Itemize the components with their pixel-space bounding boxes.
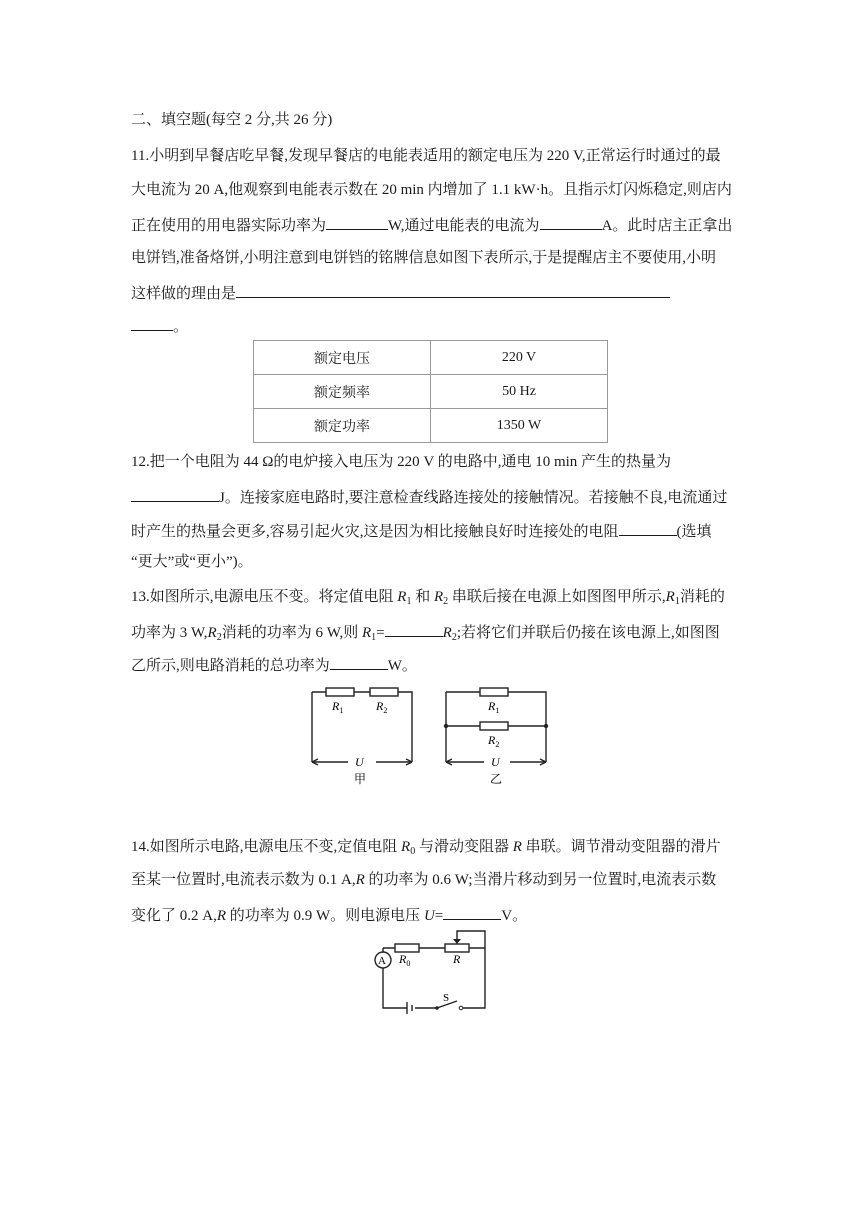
q12-line-2: J。连接家庭电路时,要注意检查线路连接处的接触情况。若接触不良,电流通过: [131, 486, 727, 508]
answer-blank[interactable]: [131, 486, 219, 502]
q14-line-2: 至某一位置时,电流表示数为 0.1 A,R 的功率为 0.6 W;当滑片移动到另一位置时,电流表示数: [131, 872, 717, 888]
q12-line-3: 时产生的热量会更多,容易引起火灾,这是因为相比接触良好时连接处的电阻 (选填: [131, 520, 712, 542]
table-row: [254, 341, 608, 375]
table-cell: 额定电压: [254, 341, 431, 375]
q12-line-4: “更大”或“更小”)。: [131, 554, 253, 570]
table-row: [254, 375, 608, 409]
table-cell: 额定功率: [254, 409, 431, 443]
q11-line-1: 11.小明到早餐店吃早餐,发现早餐店的电能表适用的额定电压为 220 V,正常运行时通过的最: [131, 148, 721, 164]
answer-blank[interactable]: [330, 654, 388, 670]
answer-blank[interactable]: [236, 282, 670, 298]
label-r: R: [453, 952, 461, 966]
answer-blank[interactable]: [385, 621, 443, 637]
q12-line-1: 12.把一个电阻为 44 Ω的电炉接入电压为 220 V 的电路中,通电 10 min 产生的热量为: [131, 454, 672, 470]
q13-line-1: 13.如图所示,电源电压不变。将定值电阻 $R_1$ 和 $R_2$ 串联后接在电源上如图图甲所示$,R_1$消耗的: [131, 589, 725, 607]
table-cell: 50 Hz: [431, 375, 608, 409]
table-cell: 额定频率: [254, 375, 431, 409]
spec-table: [253, 340, 608, 443]
q11-line-4: 电饼铛,准备烙饼,小明注意到电饼铛的铭牌信息如图下表所示,于是提醒店主不要使用,小明: [131, 250, 717, 266]
table-cell: 220 V: [431, 341, 608, 375]
junction-dot: [444, 724, 448, 728]
answer-blank[interactable]: [619, 520, 677, 536]
q14-line-3: 变化了 0.2 A,R 的功率为 0.9 W。则电源电压 U= V。: [131, 904, 527, 926]
q11-line-2: 大电流为 20 A,他观察到电能表示数在 20 min 内增加了 1.1 kW·h。且指示灯闪烁稳定,则店内: [131, 182, 732, 198]
table-row: [254, 409, 608, 443]
switch-contact: [459, 1006, 463, 1010]
switch-pivot: [435, 1006, 439, 1010]
table-cell: 1350 W: [431, 409, 608, 443]
q13-line-2: 功率为 3 $W,R_2$消耗的功率为 6 W,则 $R_1= R_2$;若将它们并联后仍接在该电源上,如图图: [131, 621, 720, 643]
label-r1: $R_1$: [488, 699, 500, 715]
answer-blank[interactable]: [443, 904, 501, 920]
label-r1: $R_1$: [332, 699, 344, 715]
junction-dot: [544, 724, 548, 728]
answer-blank[interactable]: [326, 214, 388, 230]
label-r2: $R_2$: [376, 699, 388, 715]
caption-jia: 甲: [354, 772, 367, 786]
circuit-figure-13: [300, 680, 560, 790]
label-r2: $R_2$: [488, 733, 500, 749]
circuit-series: [312, 688, 412, 765]
q11-line-5: 这样做的理由是: [131, 282, 670, 304]
answer-blank[interactable]: [131, 315, 173, 331]
switch-label: S: [443, 992, 450, 1004]
label-u: U: [491, 755, 500, 769]
label-r0: $R_0$: [399, 952, 411, 968]
answer-blank[interactable]: [540, 214, 602, 230]
circuit-wires: [383, 931, 485, 1014]
circuit-figure-14: [365, 925, 495, 1020]
q13-line-3: 乙所示,则电路消耗的总功率为 W。: [131, 654, 417, 676]
slider-arrow: [453, 939, 461, 944]
q14-line-1: 14.如图所示电路,电源电压不变,定值电阻 $R_0$ 与滑动变阻器 R 串联。调节滑动变阻器的滑片: [131, 839, 721, 857]
q11-line-3: 正在使用的用电器实际功率为 W,通过电能表的电流为 A。此时店主正拿出: [131, 214, 732, 236]
ammeter-label: A: [378, 955, 386, 967]
caption-yi: 乙: [490, 772, 503, 786]
q11-line-6: 。: [131, 315, 188, 337]
section-title: 二、填空题(每空 2 分,共 26 分): [131, 112, 333, 128]
label-u: U: [355, 755, 364, 769]
circuit-parallel: [446, 688, 546, 765]
